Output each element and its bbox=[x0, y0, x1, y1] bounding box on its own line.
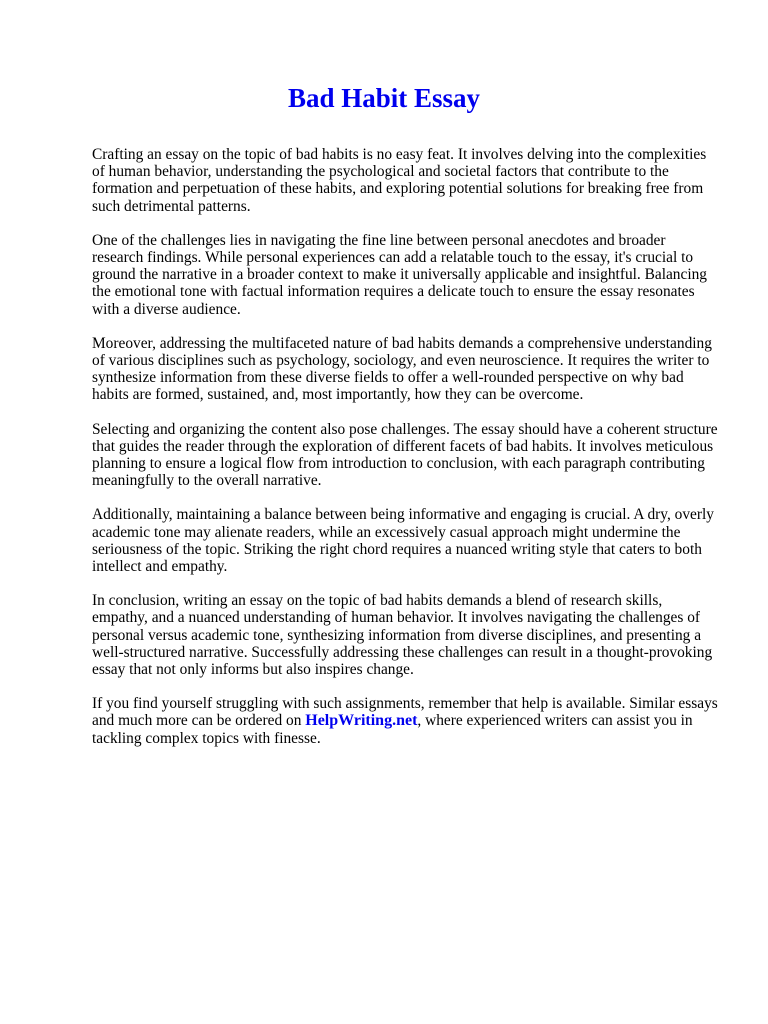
paragraph-2: One of the challenges lies in navigating the fine line between personal anecdotes and broader research findings. While personal experiences can add a relatable touch to the essay, it's crucial to ground the narrative in a broader context to make it universally applicable and insightful. Balancing the emotional tone with factual information requires a delicate touch to ensure the essay resonates with a diverse audience. bbox=[92, 231, 708, 318]
closing-paragraph bbox=[92, 695, 718, 747]
helpwriting-link[interactable]: HelpWriting.net bbox=[305, 712, 418, 730]
paragraph-3: Moreover, addressing the multifaceted nature of bad habits demands a comprehensive understanding of various disciplines such as psychology, sociology, and even neuroscience. It requires the writer to synthesize information from these diverse fields to offer a well-rounded perspective on why bad habits are formed, sustained, and, most importantly, how they can be overcome. bbox=[92, 334, 712, 404]
paragraph-1: Crafting an essay on the topic of bad habits is no easy feat. It involves delving into the complexities of human behavior, understanding the psychological and societal factors that contribute to the formation and perpetuation of these habits, and exploring potential solutions for breaking free from such detrimental patterns. bbox=[92, 146, 707, 215]
paragraph-4: Selecting and organizing the content also pose challenges. The essay should have a coherent structure that guides the reader through the exploration of different facets of bad habits. It involves meticulous planning to ensure a logical flow from introduction to conclusion, with each paragraph contributing meaningfully to the overall narrative. bbox=[92, 420, 718, 490]
paragraph-5: Additionally, maintaining a balance between being informative and engaging is crucial. A dry, overly academic tone may alienate readers, while an excessively casual approach might undermine the seriousness of the topic. Striking the right chord requires a nuanced writing style that caters to both intellect and empathy. bbox=[92, 506, 714, 576]
essay-body bbox=[92, 146, 718, 764]
closing-text-after-link: , where experienced writers can assist you in tackling complex topics with finesse. bbox=[92, 712, 693, 747]
paragraph-6: In conclusion, writing an essay on the topic of bad habits demands a blend of research skills, empathy, and a nuanced understanding of human behavior. It involves navigating the challenges of personal versus academic tone, synthesizing information from diverse disciplines, and presenting a well-structured narrative. Successfully addressing these challenges can result in a thought-provoking essay that not only informs but also inspires change. bbox=[92, 592, 713, 679]
closing-text-before-link: If you find yourself struggling with such assignments, remember that help is available. Similar essays and much more can be ordered on bbox=[92, 695, 718, 730]
page-title: Bad Habit Essay bbox=[287, 83, 481, 113]
